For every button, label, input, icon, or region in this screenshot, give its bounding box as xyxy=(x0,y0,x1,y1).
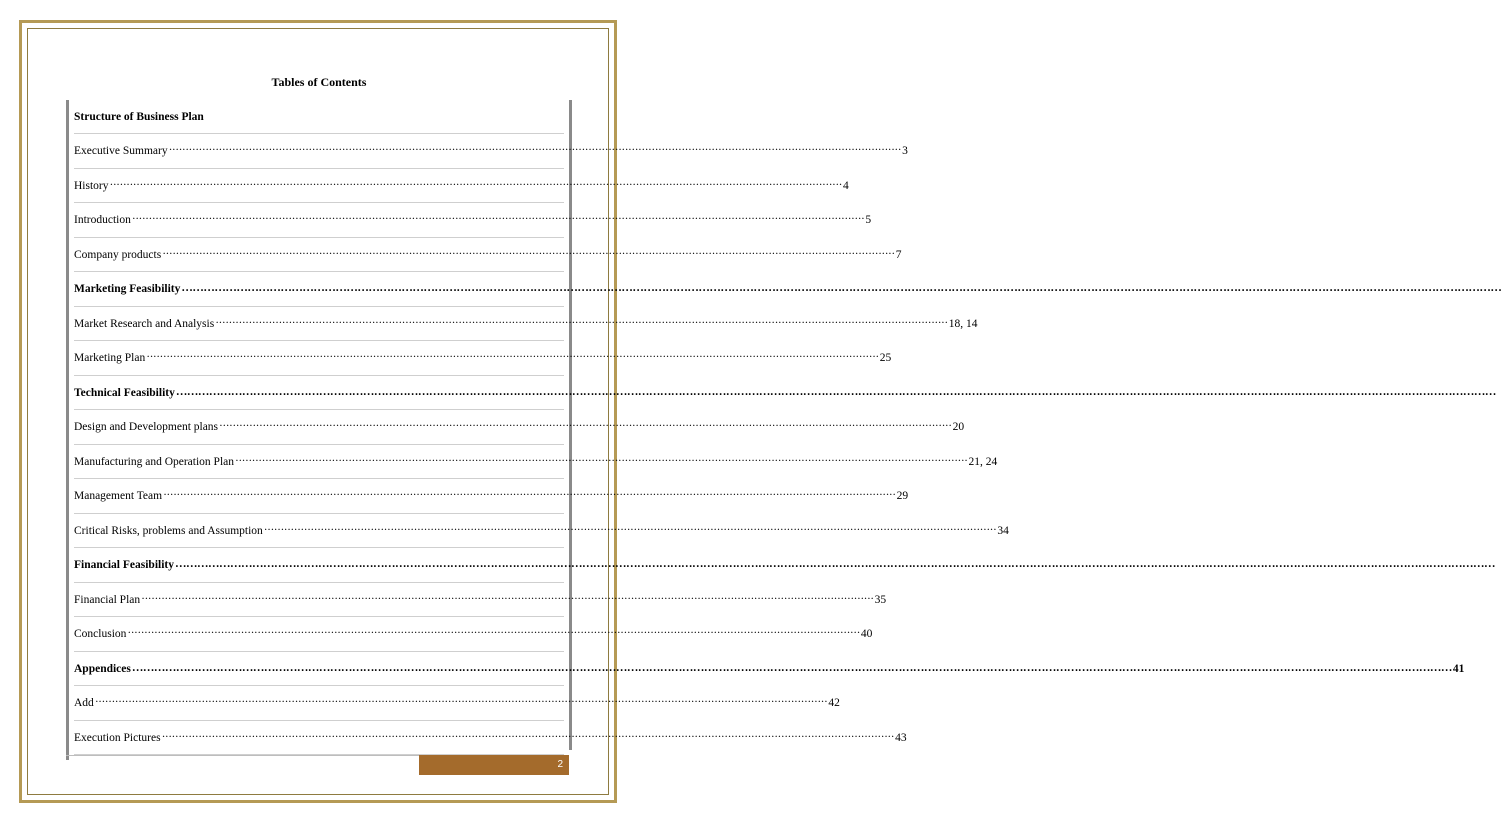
toc-entry-label: Financial Plan xyxy=(74,593,141,606)
toc-title: Tables of Contents xyxy=(271,75,367,89)
toc-entry-label: Management Team xyxy=(74,490,163,502)
toc-entry xyxy=(74,376,1496,410)
toc-entry-page: 20 xyxy=(952,421,965,433)
toc-leader-dots: ···························································································································································································································· xyxy=(127,627,860,640)
toc-entry-page: 43 xyxy=(895,731,907,744)
toc-leader-dots: ···························································································································································································································· xyxy=(94,696,828,709)
page-number: 2 xyxy=(557,759,563,770)
toc-entry-page: 4 xyxy=(843,179,849,192)
toc-entry-page: 34 xyxy=(997,524,1009,537)
toc-entry-label: Marketing Feasibility xyxy=(74,283,181,295)
toc-entry xyxy=(74,135,908,169)
toc-leader-dots: ……………………………………………………………………………………………………………………………………………………………………………………………………………………………………………………………………………………………………………………………… xyxy=(131,661,1452,674)
toc-entry-label: Market Research and Analysis xyxy=(74,317,215,330)
toc-entry-label: Appendices xyxy=(74,662,131,675)
page-number-bar xyxy=(419,755,569,775)
toc-entry-label: Manufacturing and Operation Plan xyxy=(74,455,234,468)
toc-leader-dots: ···························································································································································································································· xyxy=(219,420,952,433)
toc-entry-label: Conclusion xyxy=(74,628,127,640)
toc-entry xyxy=(74,445,998,479)
toc-entry-label: Structure of Business Plan xyxy=(74,110,204,123)
toc-entry-label: Execution Pictures xyxy=(74,731,161,744)
toc-entry-page: 29 xyxy=(896,490,909,502)
toc-entry xyxy=(74,307,978,341)
toc-entry-page: 5 xyxy=(865,214,872,226)
toc-entry-label: History xyxy=(74,179,109,192)
toc-entry-label: Technical Feasibility xyxy=(74,386,175,399)
toc-leader-dots: ……………………………………………………………………………………………………………………………………………………………………………………………………………………………………………………………………………………………………………………………… xyxy=(175,385,1496,398)
toc-leader-dots: ···························································································································································································································· xyxy=(263,523,997,536)
toc-entry-page: 40 xyxy=(860,628,873,640)
toc-entry xyxy=(74,411,965,445)
toc-entry-label: Introduction xyxy=(74,214,131,226)
toc-entry xyxy=(74,618,873,652)
toc-entry xyxy=(74,549,1495,583)
toc-entry xyxy=(74,514,1009,548)
footer-rule xyxy=(66,755,419,756)
toc-entry-label: Critical Risks, problems and Assumption xyxy=(74,524,263,537)
toc-leader-dots: ···························································································································································································································· xyxy=(146,351,879,364)
toc-leader-dots: ···························································································································································································································· xyxy=(141,592,874,605)
toc-entry-page: 35 xyxy=(874,593,887,606)
toc-entry-label: Executive Summary xyxy=(74,145,168,157)
toc-entry xyxy=(74,238,902,272)
toc-entry xyxy=(74,687,840,721)
toc-entry xyxy=(74,100,564,134)
toc-entry xyxy=(74,342,892,376)
toc-leader-dots: ···························································································································································································································· xyxy=(235,454,968,467)
toc-entry xyxy=(74,273,1501,307)
toc-entry-label: Financial Feasibility xyxy=(74,559,174,571)
toc-entry-page: 21, 24 xyxy=(968,455,998,468)
toc-leader-dots: ···························································································································································································································· xyxy=(161,730,895,743)
toc-entry xyxy=(74,652,1465,686)
toc-entry xyxy=(74,169,849,203)
toc-leader-dots: ···························································································································································································································· xyxy=(131,213,865,226)
toc-leader-dots: ……………………………………………………………………………………………………………………………………………………………………………………………………………………………………………………………………………………………………………………………… xyxy=(175,558,1495,571)
toc-entry-page: 25 xyxy=(879,352,892,364)
toc-entry-page: 3 xyxy=(902,145,908,157)
toc-leader-dots: ……………………………………………………………………………………………………………………………………………………………………………………………………………………………………………………………………………………………………………………………… xyxy=(181,282,1501,295)
toc-leader-dots: ···························································································································································································································· xyxy=(215,316,948,329)
toc-entry-page: 18, 14 xyxy=(948,317,978,330)
toc-leader-dots: ···························································································································································································································· xyxy=(109,178,843,191)
toc-entry-label: Company products xyxy=(74,248,162,261)
toc-entry xyxy=(74,583,887,617)
toc-entry xyxy=(74,721,907,755)
toc-leader-dots: ···························································································································································································································· xyxy=(168,144,902,157)
toc-table xyxy=(66,100,1501,760)
toc-entry-label: Design and Development plans xyxy=(74,421,219,433)
toc-entry-label: Marketing Plan xyxy=(74,352,146,364)
toc-entry-page: 7 xyxy=(895,248,902,261)
toc-left-border xyxy=(66,100,69,760)
toc-entry-page: 42 xyxy=(828,697,840,709)
toc-entry xyxy=(74,204,872,238)
toc-entry-label: Add xyxy=(74,697,94,709)
toc-entry-page: 41 xyxy=(1452,662,1465,675)
toc-leader-dots: ···························································································································································································································· xyxy=(162,247,895,260)
toc-entry xyxy=(74,480,909,514)
toc-leader-dots: ···························································································································································································································· xyxy=(163,489,896,502)
